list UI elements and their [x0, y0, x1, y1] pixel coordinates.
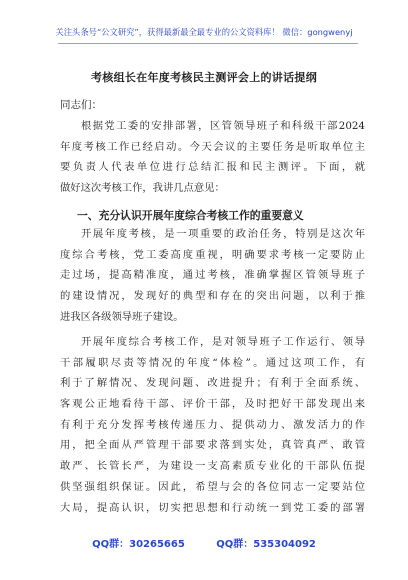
qq-group-1: QQ群：30265665	[92, 539, 185, 550]
qq-group-2: QQ群：535304092	[216, 539, 316, 550]
text-line: 供坚强组织保证。因此，希望与会的各位同志一定要站位	[60, 480, 365, 493]
text-line: 干部履职尽责等情况的年度“体检”。通过这项工作，有	[60, 356, 365, 369]
text-line: 的建设情况，发现好的典型和存在的突出问题，以利于推	[60, 290, 365, 303]
promo-banner: 关注头条号“公文研究”，获得最新最全最专业的公文资料库！ 微信：gongwenyj	[55, 27, 353, 37]
text-line: 度综合考核，党工委高度重视，明确要求考核一定要防止	[60, 248, 365, 261]
document-title: 考核组长在年度考核民主测评会上的讲话提纲	[91, 71, 317, 84]
text-line: 有利于充分发挥考核传递压力、提供动力、激发活力的作	[60, 418, 365, 431]
text-line: 要负责人代表单位进行总结汇报和民主测评。下面，就	[60, 161, 365, 174]
text-line: 大局，提高认识，切实把思想和行动统一到党工委的部署	[60, 501, 365, 514]
section-heading-1: 一、充分认识开展年度综合考核工作的重要意义	[77, 209, 304, 222]
text-line: 用，把全面从严管理干部要求落到实处，真管真严、敢管	[60, 439, 365, 452]
text-line: 走过场，提高精准度，通过考核，准确掌握区管领导班子	[60, 269, 365, 282]
text-line: 开展年度综合考核工作，是对领导班子工作运行、领导	[81, 336, 365, 348]
paragraph-checkup	[60, 332, 365, 518]
footer-contact	[0, 535, 408, 550]
text-line: 根据党工委的安排部署，区管领导班子和科级干部2024	[81, 120, 365, 132]
paragraph-intro	[60, 116, 365, 199]
text-line: 进我区各级领导班子建设。	[60, 310, 184, 323]
paragraph-significance	[60, 224, 365, 327]
text-line: 利于了解情况、发现问题、改进提升；有利于全面系统、	[60, 377, 365, 390]
text-line: 做好这次考核工作，我讲几点意见：	[60, 182, 225, 195]
text-line: 年度考核工作已经启动。今天会议的主要任务是听取单位主	[60, 140, 365, 153]
header-divider	[58, 43, 358, 44]
text-line: 开展年度考核，是一项重要的政治任务，特别是这次年	[81, 228, 365, 240]
salutation: 同志们：	[60, 99, 102, 111]
text-line: 客观公正地看待干部、评价干部，及时把好干部发现出来	[60, 398, 365, 411]
text-line: 敢严、长管长严，为建设一支高素质专业化的干部队伍提	[60, 460, 365, 473]
